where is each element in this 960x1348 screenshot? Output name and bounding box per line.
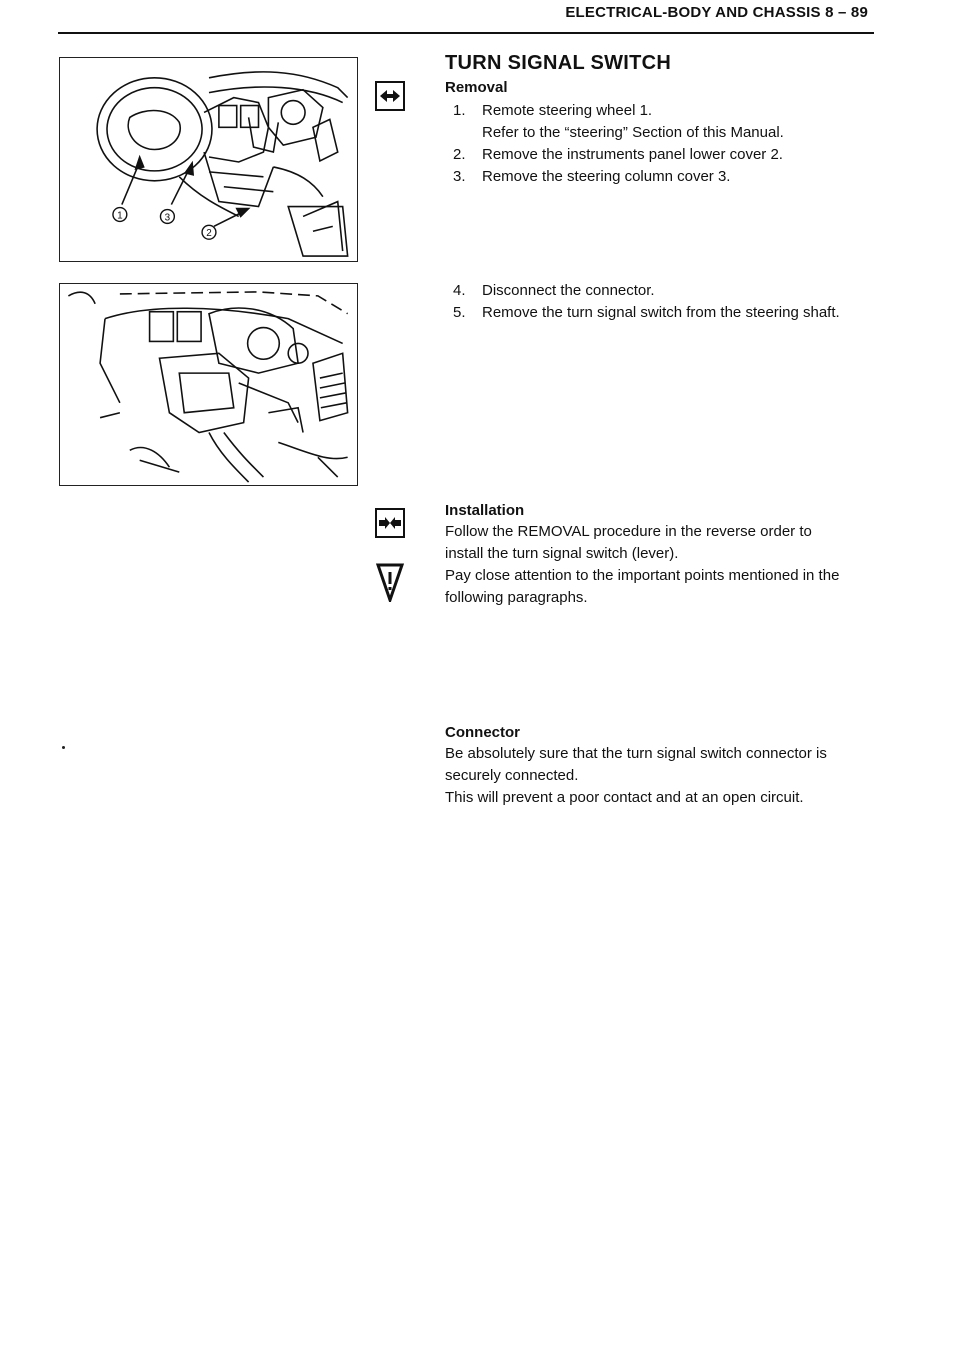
- step-text: Remove the instruments panel lower cover 2.: [482, 146, 783, 163]
- stray-mark: [62, 746, 65, 749]
- removal-step-3: [445, 166, 885, 188]
- installation-heading: Installation: [445, 502, 525, 519]
- page-header-title: ELECTRICAL-BODY AND CHASSIS 8 – 89: [565, 4, 868, 21]
- removal-section: [445, 52, 885, 188]
- caution-triangle-icon: [376, 562, 404, 602]
- step-text: Remote steering wheel 1.: [482, 102, 653, 119]
- header-rule: [58, 32, 874, 34]
- step-text: Remove the steering column cover 3.: [482, 168, 731, 185]
- removal-step-1-note: Refer to the “steering” Section of this Manual.: [482, 124, 784, 141]
- step-text: Remove the turn signal switch from the steering shaft.: [482, 304, 840, 321]
- callout-1: 1: [117, 210, 123, 222]
- dashboard-illustration-1: [60, 58, 357, 261]
- connector-line: securely connected.: [445, 767, 579, 784]
- removal-step-2: [445, 144, 885, 166]
- connector-heading: Connector: [445, 724, 520, 741]
- connector-line: Be absolutely sure that the turn signal switch connector is: [445, 745, 827, 762]
- installation-arrows-icon: [375, 508, 405, 538]
- removal-step-4: [445, 280, 885, 302]
- installation-line: install the turn signal switch (lever).: [445, 545, 679, 562]
- step-number: 3.: [453, 168, 466, 185]
- figure-turn-signal-switch: [59, 283, 358, 486]
- installation-line: Pay close attention to the important points mentioned in the: [445, 567, 840, 584]
- step-number: 1.: [453, 102, 466, 119]
- dashboard-illustration-2: [60, 284, 357, 485]
- section-title: TURN SIGNAL SWITCH: [445, 52, 672, 74]
- callout-2: 2: [206, 228, 212, 240]
- installation-section: [445, 502, 885, 609]
- step-number: 5.: [453, 304, 466, 321]
- removal-section-continued: [445, 280, 885, 324]
- removal-heading: Removal: [445, 79, 508, 96]
- installation-line: following paragraphs.: [445, 589, 588, 606]
- connector-line: This will prevent a poor contact and at an open circuit.: [445, 789, 804, 806]
- installation-line: Follow the REMOVAL procedure in the reverse order to: [445, 523, 812, 540]
- step-text: Disconnect the connector.: [482, 282, 655, 299]
- step-number: 2.: [453, 146, 466, 163]
- step-number: 4.: [453, 282, 466, 299]
- figure-steering-wheel-removal: [59, 57, 358, 262]
- callout-3: 3: [164, 212, 171, 224]
- removal-arrows-icon: [375, 81, 405, 111]
- removal-step-5: [445, 302, 885, 324]
- removal-step-1: [445, 100, 885, 122]
- connector-section: [445, 724, 885, 809]
